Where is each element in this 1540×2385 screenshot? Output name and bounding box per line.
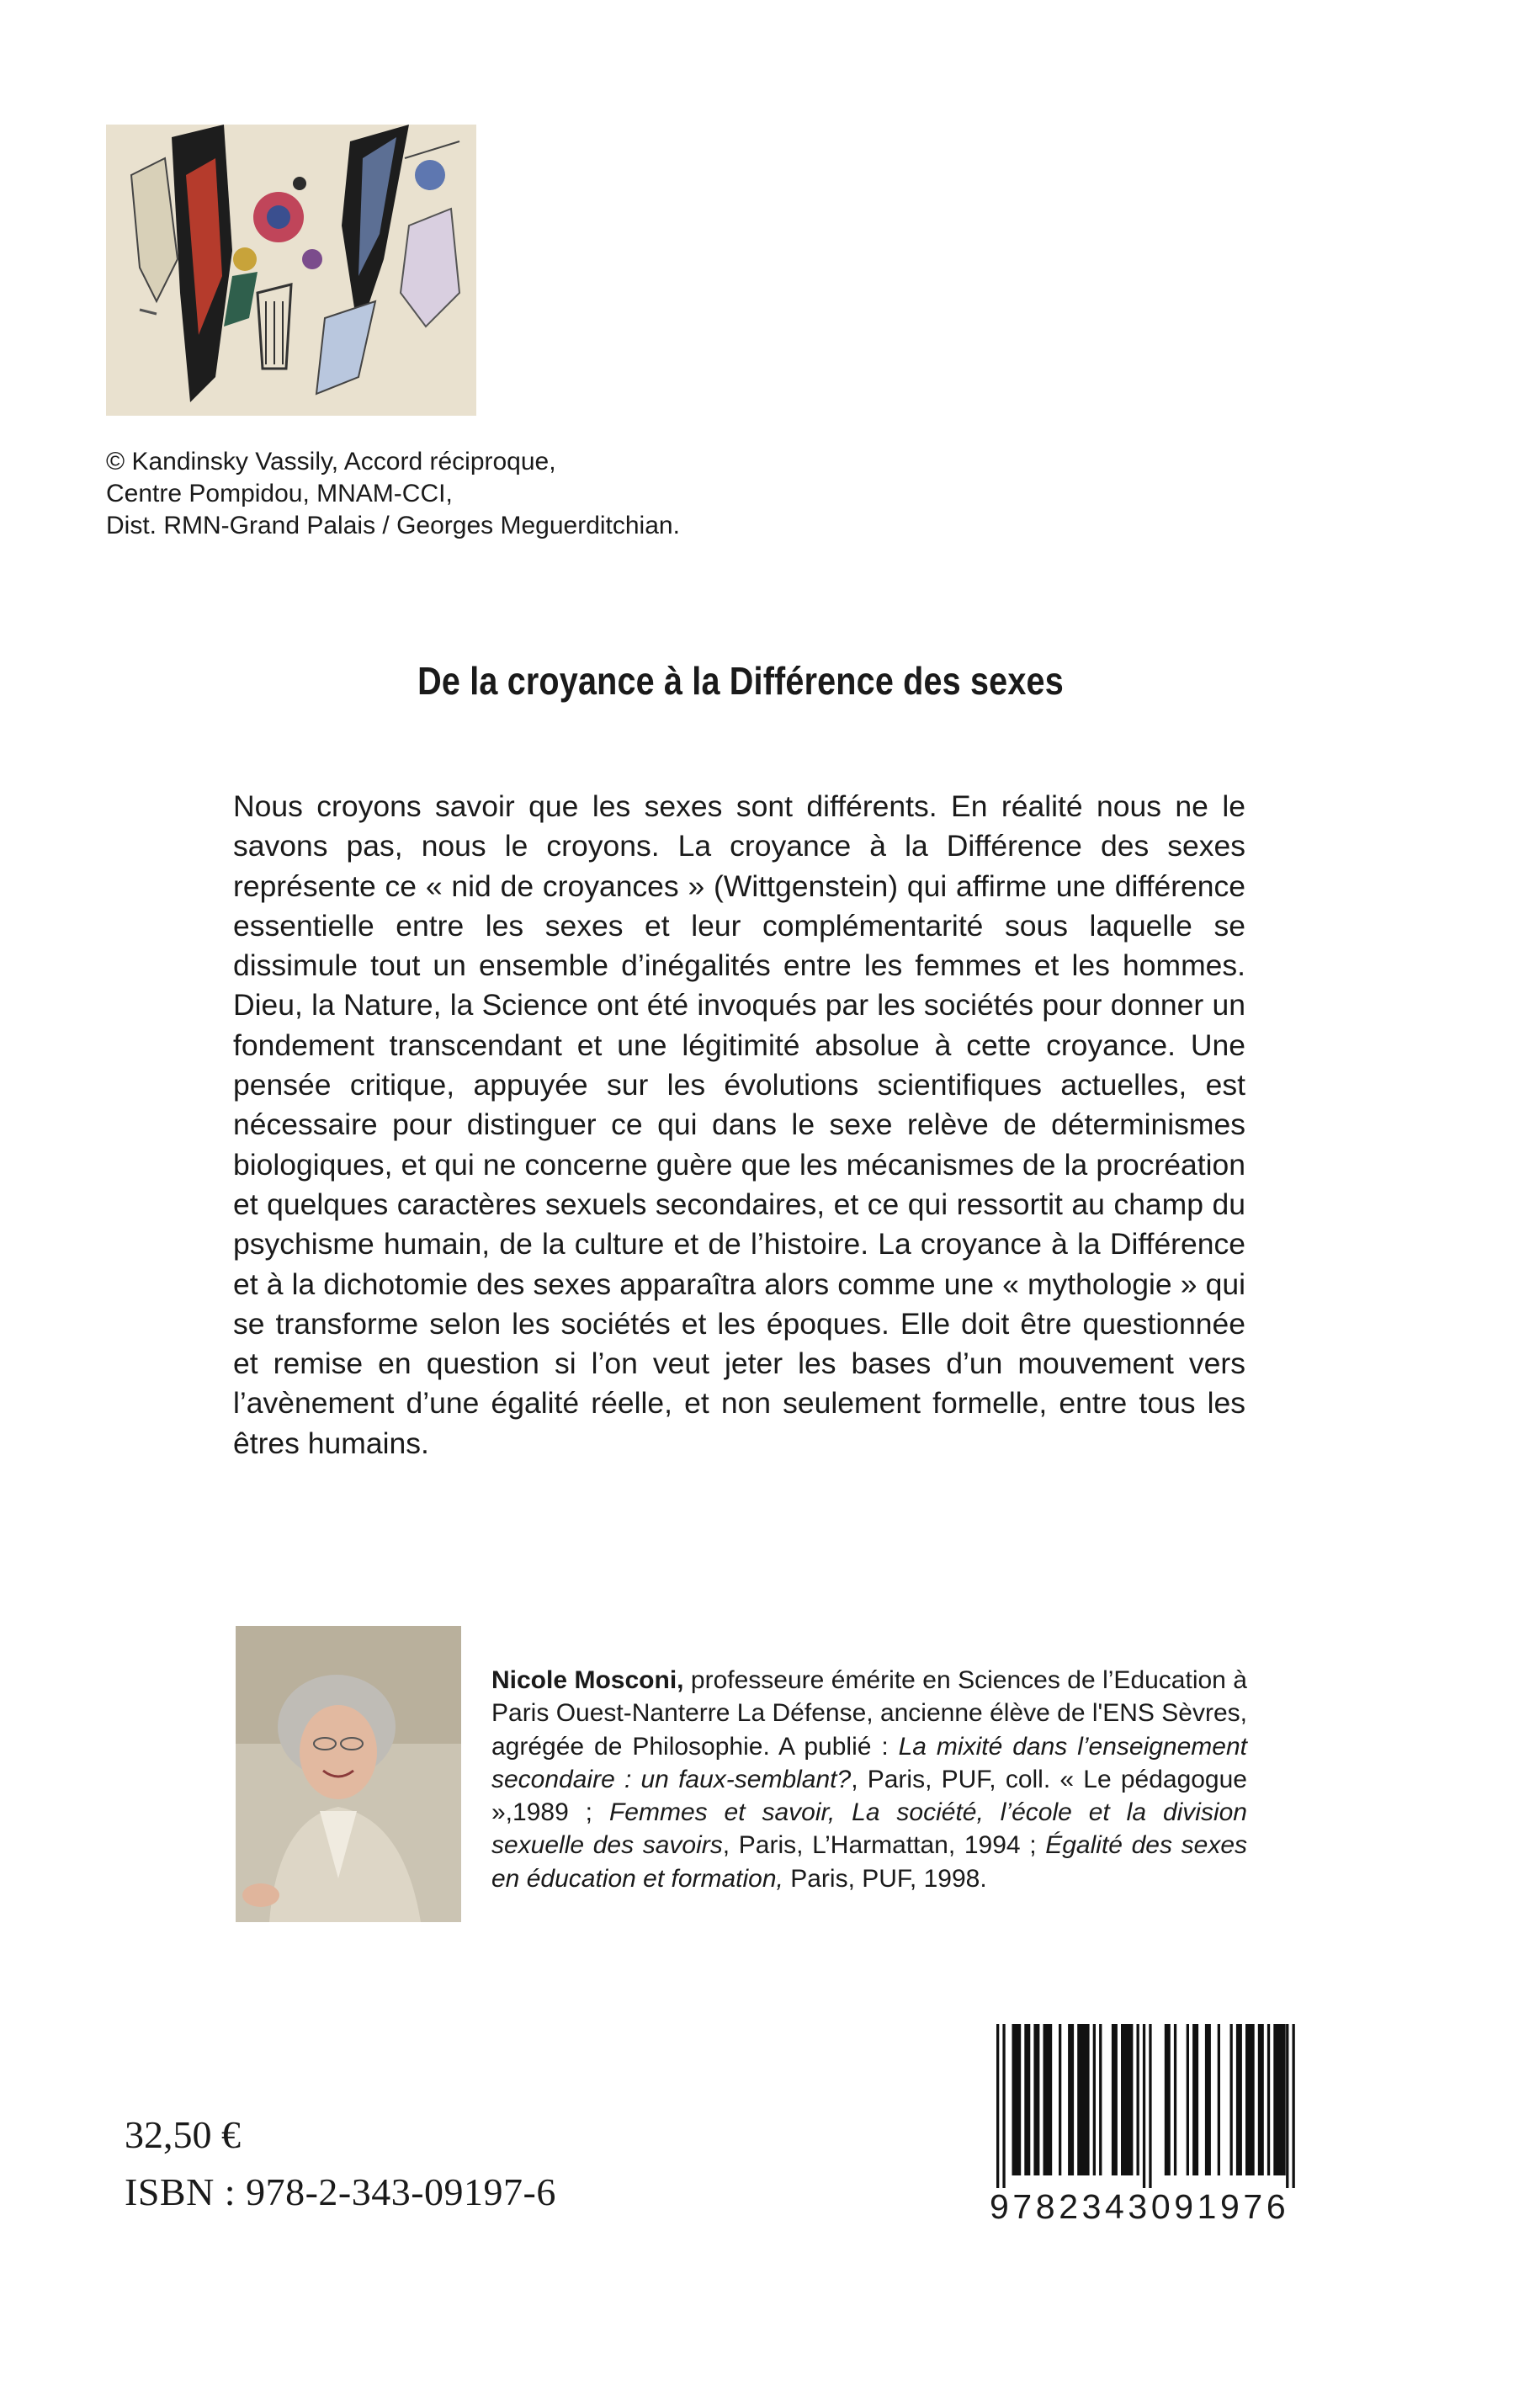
barcode-bar — [1093, 2024, 1096, 2175]
barcode-bar — [1218, 2024, 1220, 2175]
barcode-bar — [1286, 2024, 1288, 2188]
barcode-bar — [1059, 2024, 1061, 2175]
barcode-bar — [1112, 2024, 1118, 2175]
bio-text: Paris, PUF, 1998. — [783, 1864, 987, 1893]
barcode-bar — [1165, 2024, 1171, 2175]
credit-line: Centre Pompidou, MNAM-CCI, — [106, 480, 453, 507]
bio-work-title: La mixité dans l’enseignement secondaire : un faux-semblant? — [491, 1732, 1247, 1793]
barcode-bar — [1267, 2024, 1270, 2175]
barcode-bar — [996, 2024, 999, 2188]
barcode-bar — [1024, 2024, 1030, 2175]
barcode-bar — [1205, 2024, 1211, 2175]
author-photo — [236, 1626, 461, 1922]
price: 32,50 € — [125, 2113, 241, 2156]
bio-text: , Paris, L’Harmattan, 1994 ; — [722, 1831, 1046, 1860]
barcode-bar — [1068, 2024, 1074, 2175]
bio-text: , Paris, PUF, coll. « Le pédagogue »,1989 ; — [491, 1765, 1247, 1827]
cover-painting — [106, 125, 476, 416]
barcode-bar — [1149, 2024, 1151, 2188]
barcode-digits: 9782343091976 — [990, 2187, 1290, 2226]
credit-line: Dist. RMN-Grand Palais / Georges Meguerditchian. — [106, 512, 680, 539]
barcode-bar — [1099, 2024, 1102, 2175]
barcode-bar — [1273, 2024, 1285, 2175]
barcode-bar — [1002, 2024, 1005, 2188]
barcode-bar — [1236, 2024, 1242, 2175]
painting-credit — [106, 446, 863, 542]
barcode-bar — [1121, 2024, 1133, 2175]
barcode-bar — [1245, 2024, 1255, 2175]
credit-line: © Kandinsky Vassily, Accord réciproque, — [106, 448, 556, 475]
bio-work-title: Égalité des sexes en éducation et formation, — [491, 1831, 1248, 1893]
barcode-bar — [1258, 2024, 1264, 2175]
barcode-bar — [1230, 2024, 1233, 2175]
barcode-bar — [1077, 2024, 1089, 2175]
barcode-bar — [1137, 2024, 1139, 2175]
author-name: Nicole Mosconi, — [491, 1666, 684, 1694]
barcode-bar — [1033, 2024, 1039, 2175]
book-summary: Nous croyons savoir que les sexes sont différents. En réalité nous ne le savons pas, nous le croyons. La croyance à la Différence des sexes représente ce « nid de croyances » (Wittgenstein) qui affirme une différence essentielle entre les sexes et leur complémentarité sous laquelle se dissimule tout un ensemble d’inégalités entre les femmes et les hommes. Dieu, la Nature, la Science ont été invoqués par les sociétés pour donner un fondement transcendant et une légitimité absolue à cette croyance. Une pensée critique, appuyée sur les évolutions scientifiques actuelles, est nécessaire pour distinguer ce qui dans le sexe relève de déterminismes biologiques, et qui ne concerne guère que les mécanismes de la procréation et quelques caractères sexuels secondaires, et ce qui ressortit au champ du psychisme humain, de la culture et de l’histoire. La croyance à la Différence et à la dichotomie des sexes apparaîtra alors comme une « mythologie » qui se transforme selon les sociétés et les époques. Elle doit être questionnée et remise en question si l’on veut jeter les bases d’un mouvement vers l’avènement d’une égalité réelle, et non seulement formelle, entre tous les êtres humains. — [233, 789, 1245, 1460]
barcode-bar — [1293, 2024, 1295, 2188]
book-title: De la croyance à la Différence des sexes — [417, 659, 1064, 703]
bio-work-title: Femmes et savoir, La société, l’école et la division sexuelle des savoirs — [491, 1798, 1247, 1860]
bio-text: professeure émérite en Sciences de l’Education à Paris Ouest-Nanterre La Défense, ancienne élève de l'ENS Sèvres, agrégée de Philosophie. A publié : — [491, 1666, 1247, 1761]
barcode-bar — [1192, 2024, 1198, 2175]
author-bio — [491, 1664, 1247, 1895]
barcode-bar — [1174, 2024, 1176, 2175]
barcode-bar — [1012, 2024, 1022, 2175]
barcode-bar — [1187, 2024, 1189, 2175]
barcode-bar — [1143, 2024, 1145, 2188]
barcode-bar — [1043, 2024, 1053, 2175]
isbn: ISBN : 978-2-343-09197-6 — [125, 2170, 556, 2213]
